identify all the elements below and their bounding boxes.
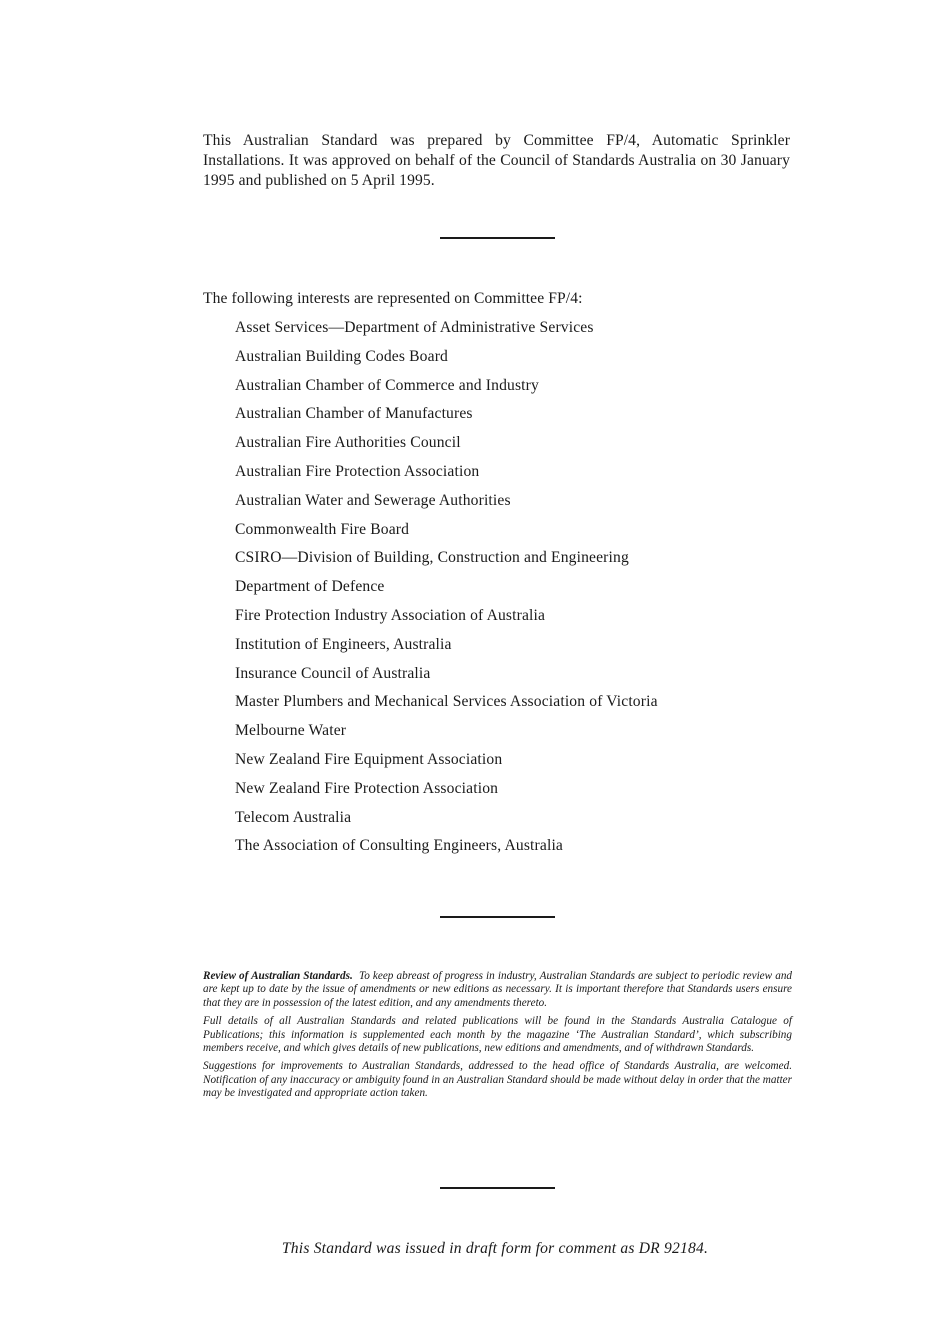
- committee-member: Master Plumbers and Mechanical Services Association of Victoria: [235, 693, 658, 711]
- review-lead: Review of Australian Standards.: [203, 970, 353, 982]
- review-notice: [203, 970, 792, 1106]
- draft-note: This Standard was issued in draft form for comment as DR 92184.: [281, 1240, 709, 1257]
- suggestions-paragraph: Suggestions for improvements to Australian Standards, addressed to the head office of Standards Australia, are welcomed. Notification of any inaccuracy or ambiguity found in an Australian Standard should be made without delay in order that the matter may be investigated and appropriate action taken.: [203, 1060, 792, 1100]
- committee-member: Insurance Council of Australia: [235, 664, 431, 682]
- committee-heading: The following interests are represented on Committee FP/4:: [203, 290, 583, 307]
- committee-member: Asset Services—Department of Administrative Services: [235, 319, 594, 336]
- section-divider: [440, 1187, 555, 1189]
- committee-member: The Association of Consulting Engineers, Australia: [235, 837, 563, 855]
- committee-member: Australian Fire Protection Association: [235, 462, 480, 480]
- committee-member: Telecom Australia: [235, 808, 352, 826]
- committee-member: Institution of Engineers, Australia: [235, 635, 452, 653]
- committee-member: Australian Fire Authorities Council: [235, 434, 461, 452]
- committee-member: Australian Building Codes Board: [235, 347, 448, 365]
- committee-member: Fire Protection Industry Association of Australia: [235, 606, 546, 624]
- committee-member: Australian Water and Sewerage Authorities: [235, 491, 511, 509]
- review-paragraph: [203, 970, 792, 1010]
- committee-member: Melbourne Water: [235, 722, 347, 740]
- committee-member: CSIRO—Division of Building, Construction and Engineering: [235, 549, 629, 567]
- committee-member: Australian Chamber of Commerce and Industry: [235, 376, 539, 394]
- committee-member: Commonwealth Fire Board: [235, 520, 410, 538]
- review-text: To keep abreast of progress in industry, Australian Standards are subject to periodic review and are kept up to date by the issue of amendments or new editions as necessary. It is important therefore that Standards users ensure that they are in possession of the latest edition, and any amendments thereto.: [203, 970, 793, 1009]
- catalogue-paragraph: Full details of all Australian Standards and related publications will be found in the Standards Australia Catalogue of Publications; this information is supplemented each month by the magazine ‘The Australian Standard’, which subscribing members receive, and which gives details of new publications, new editions and amendments, and of withdrawn Standards.: [203, 1015, 792, 1055]
- committee-member-list: [235, 318, 658, 865]
- committee-member: Australian Chamber of Manufactures: [235, 405, 473, 423]
- preparation-statement: This Australian Standard was prepared by Committee FP/4, Automatic Sprinkler Installations. It was approved on behalf of the Council of Standards Australia on 30 January 1995 and published on 5 April 1995.: [203, 132, 790, 189]
- section-divider: [440, 916, 555, 918]
- committee-member: New Zealand Fire Equipment Association: [235, 750, 503, 768]
- committee-member: Department of Defence: [235, 578, 385, 596]
- section-divider: [440, 237, 555, 239]
- committee-member: New Zealand Fire Protection Association: [235, 779, 499, 797]
